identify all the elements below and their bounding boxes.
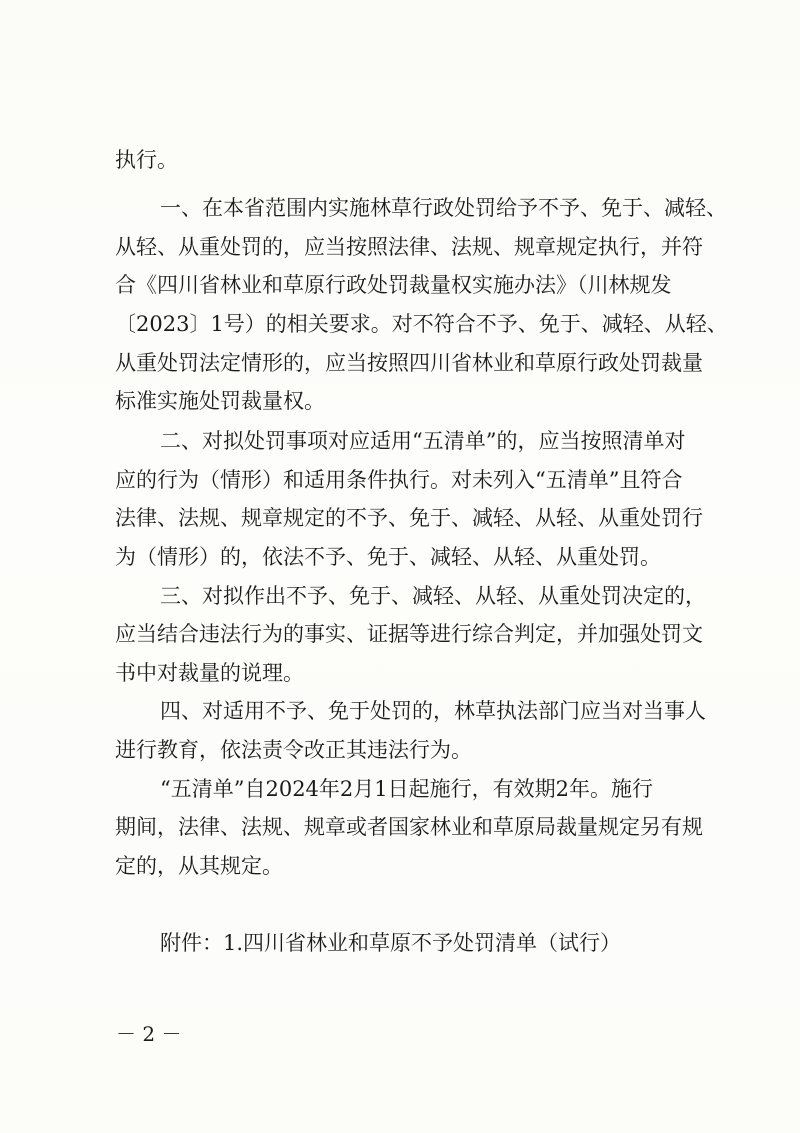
text-line-1: 执行。: [115, 148, 178, 172]
text-line-15: 四、对适用不予、免于处罚的，林草执法部门应当对当事人: [160, 699, 706, 723]
text-line-8: 二、对拟处罚事项对应适用“五清单”的，应当按照清单对: [160, 429, 686, 453]
text-line-17: “五清单”自2024年2月1日起施行，有效期2年。施行: [160, 777, 653, 801]
text-line-12: 三、对拟作出不予、免于、减轻、从轻、从重处罚决定的，: [160, 584, 706, 608]
text-line-4: 合《四川省林业和草原行政处罚裁量权实施办法》（川林规发: [115, 273, 672, 297]
text-line-18: 期间，法律、法规、规章或者国家林业和草原局裁量规定另有规: [115, 815, 703, 839]
text-line-5: 〔2023〕1号）的相关要求。对不符合不予、免于、减轻、从轻、: [115, 312, 728, 336]
text-line-10: 法律、法规、规章规定的不予、免于、减轻、从轻、从重处罚行: [115, 506, 703, 530]
text-line-3: 从轻、从重处罚的，应当按照法律、法规、规章规定执行，并符: [115, 235, 703, 259]
attachment-line: 附件：1.四川省林业和草原不予处罚清单（试行）: [160, 931, 622, 955]
text-line-19: 定的，从其规定。: [115, 854, 283, 878]
page-number: － 2 －: [116, 1022, 182, 1046]
text-line-16: 进行教育，依法责令改正其违法行为。: [115, 738, 472, 762]
text-line-9: 应的行为（情形）和适用条件执行。对未列入“五清单”且符合: [115, 468, 683, 492]
text-line-13: 应当结合违法行为的事实、证据等进行综合判定，并加强处罚文: [115, 622, 703, 646]
text-line-2: 一、在本省范围内实施林草行政处罚给予不予、免于、减轻、: [160, 196, 727, 220]
text-line-7: 标准实施处罚裁量权。: [115, 389, 325, 413]
text-line-6: 从重处罚法定情形的，应当按照四川省林业和草原行政处罚裁量: [115, 351, 703, 375]
text-line-11: 为（情形）的，依法不予、免于、减轻、从轻、从重处罚。: [115, 545, 661, 569]
text-line-14: 书中对裁量的说理。: [115, 661, 304, 685]
